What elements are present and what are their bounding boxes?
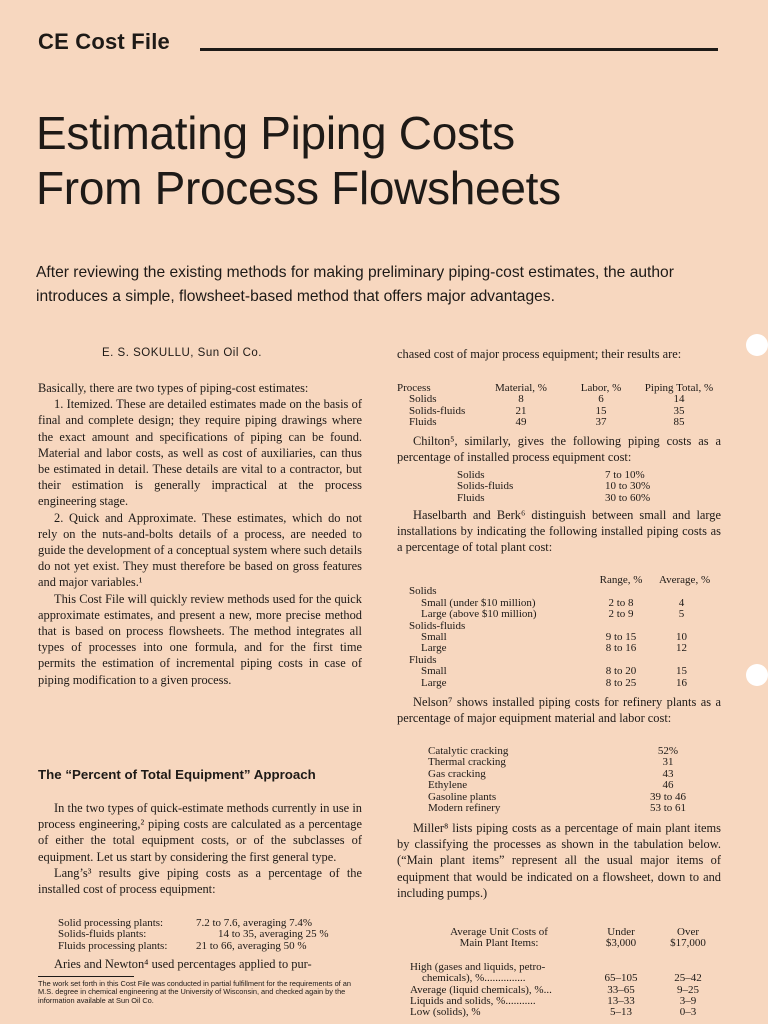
table-row: Solids 8 6 14	[409, 393, 685, 406]
table-row: Fluids 30 to 60%	[457, 491, 651, 504]
chilton-table	[457, 470, 650, 504]
paragraph: 1. Itemized. These are detailed estimates made on the basis of final and complete design; they require piping drawings where the exact amount and specifications of piping can be found. Material and labor costs, as well as cost of auxiliaries, can thus be estimated in detail. These details are vital to a contractor, but their estimation is generally impractical at the process engineering stage.	[38, 397, 362, 509]
lang-table	[58, 918, 329, 952]
paragraph: Miller⁸ lists piping costs as a percentage of main plant items by classifying the processes as shown in the tabulation below. (“Main plant items” represent all the usual major items of equipment that would be indicated on a flowsheet, down to and including pumps.)	[397, 821, 721, 900]
paragraph: Nelson⁷ shows installed piping costs for refinery plants as a percentage of major equipment material and labor cost:	[397, 695, 721, 726]
title-line-2: From Process Flowsheets	[36, 162, 561, 214]
table-row: chemicals), %............... 65–105 25–42	[422, 972, 702, 985]
title-line-1: Estimating Piping Costs	[36, 107, 515, 159]
byline: E. S. SOKULLU, Sun Oil Co.	[101, 347, 262, 359]
table-group-row: Solids	[409, 585, 437, 598]
table-row: Liquids and solids, %........... 13–33 3–9	[410, 995, 697, 1008]
aries-newton-table	[397, 383, 721, 429]
left-column-part-2	[38, 800, 362, 897]
table-row: Modern refinery 53 to 61	[428, 802, 687, 815]
table-row: Large 8 to 16 12	[421, 642, 688, 655]
table-header-row: Range, % Average, %	[599, 574, 711, 586]
paragraph: Lang’s³ results give piping costs as a percentage of the installed cost of process equipment:	[38, 865, 362, 897]
header-rule	[200, 48, 718, 51]
paragraph: chased cost of major process equipment; their results are:	[397, 347, 682, 361]
left-column	[38, 380, 362, 688]
haselbarth-paragraph	[397, 507, 721, 556]
table-row: Gasoline plants 39 to 46	[428, 790, 687, 803]
table-row: Solid processing plants: 7.2 to 7.6, averaging 7.4%	[58, 917, 313, 929]
binder-hole	[746, 664, 768, 686]
table-row: Low (solids), % 5–13 0–3	[410, 1006, 697, 1019]
table-header-row: Process Material, % Labor, % Piping Total, %	[397, 382, 714, 394]
haselbarth-table	[409, 575, 710, 689]
standfirst: After reviewing the existing methods for making preliminary piping-cost estimates, the author introduces a simple, flowsheet-based method that offers major advantages.	[36, 264, 674, 305]
miller-paragraph	[397, 820, 721, 901]
footnote-rule	[38, 976, 134, 977]
nelson-table	[428, 746, 708, 814]
nelson-paragraph	[397, 694, 721, 726]
table-row: Solids-fluids plants: 14 to 35, averaging 25 %	[58, 928, 329, 941]
table-row: Large 8 to 25 16	[421, 676, 688, 689]
paragraph: 2. Quick and Approximate. These estimates, which do not rely on the nuts-and-bolts details of a process, are needed to guide the development of a conceptual system where such details do not yet exist. They must therefore be based on gross features and major variables.¹	[38, 510, 362, 590]
paragraph: Basically, there are two types of piping-cost estimates:	[38, 381, 309, 395]
table-header-row: Average Unit Costs of Main Plant Items: Under $3,000 Over $17,000	[450, 926, 706, 950]
table-row: Ethylene 46	[428, 779, 674, 792]
paragraph: Aries and Newton⁴ used percentages applied to pur-	[54, 957, 312, 971]
table-row: Fluids processing plants: 21 to 66, averaging 50 %	[58, 939, 307, 952]
table-row: High (gases and liquids, petro-	[410, 960, 546, 973]
paragraph: This Cost File will quickly review methods used for the quick approximate estimates, and present a new, more precise method that is based on process flowsheets. The method integrates all types of processes into one formula, and for the first time permits the estimation of incremental piping costs in case of piping modification to a given process.	[38, 591, 362, 687]
paragraph: Haselbarth and Berk⁶ distinguish between small and large installations by indicating the following installed piping costs as a percentage of total plant cost:	[397, 508, 721, 555]
table-group-row: Solids-fluids	[409, 619, 466, 632]
table-row: Large (above $10 million) 2 to 9 5	[421, 608, 685, 621]
paragraph: In the two types of quick-estimate methods currently in use in process engineering,² piping costs are calculated as a percentage of either the total equipment costs, or of the subclasses of equipment. Let us start by considering the first general type.	[38, 801, 362, 864]
miller-table	[410, 927, 722, 1019]
section-header-label: CE Cost File	[38, 29, 170, 54]
right-column-intro	[397, 346, 721, 362]
table-row: Catalytic cracking 52%	[428, 745, 679, 757]
table-row: Solids-fluids 21 15 35	[409, 404, 685, 417]
table-row: Solids-fluids 10 to 30%	[457, 480, 651, 493]
table-row: Small 9 to 15 10	[421, 631, 688, 644]
table-row: Fluids 49 37 85	[409, 416, 685, 429]
binder-hole	[746, 334, 768, 356]
table-row: Solids 7 to 10%	[457, 469, 645, 481]
table-group-row: Fluids	[409, 653, 437, 666]
aries-line	[38, 956, 362, 972]
section-heading: The “Percent of Total Equipment” Approach	[38, 767, 316, 782]
table-row: Thermal cracking 31	[428, 756, 674, 769]
chilton-paragraph	[397, 433, 721, 465]
table-row: Gas cracking 43	[428, 767, 674, 780]
footnote: The work set forth in this Cost File was conducted in partial fulfillment for the requirements of an M.S. degree in chemical engineering at the University of Wisconsin, and checked again by the information available at Sun Oil Co.	[38, 979, 352, 1005]
table-row: Average (liquid chemicals), %... 33–65 9–25	[410, 983, 699, 996]
article-title	[36, 106, 561, 216]
table-row: Small (under $10 million) 2 to 8 4	[421, 596, 685, 609]
paragraph: Chilton⁵, similarly, gives the following piping costs as a percentage of installed process equipment cost:	[397, 434, 721, 465]
table-row: Small 8 to 20 15	[421, 665, 688, 678]
